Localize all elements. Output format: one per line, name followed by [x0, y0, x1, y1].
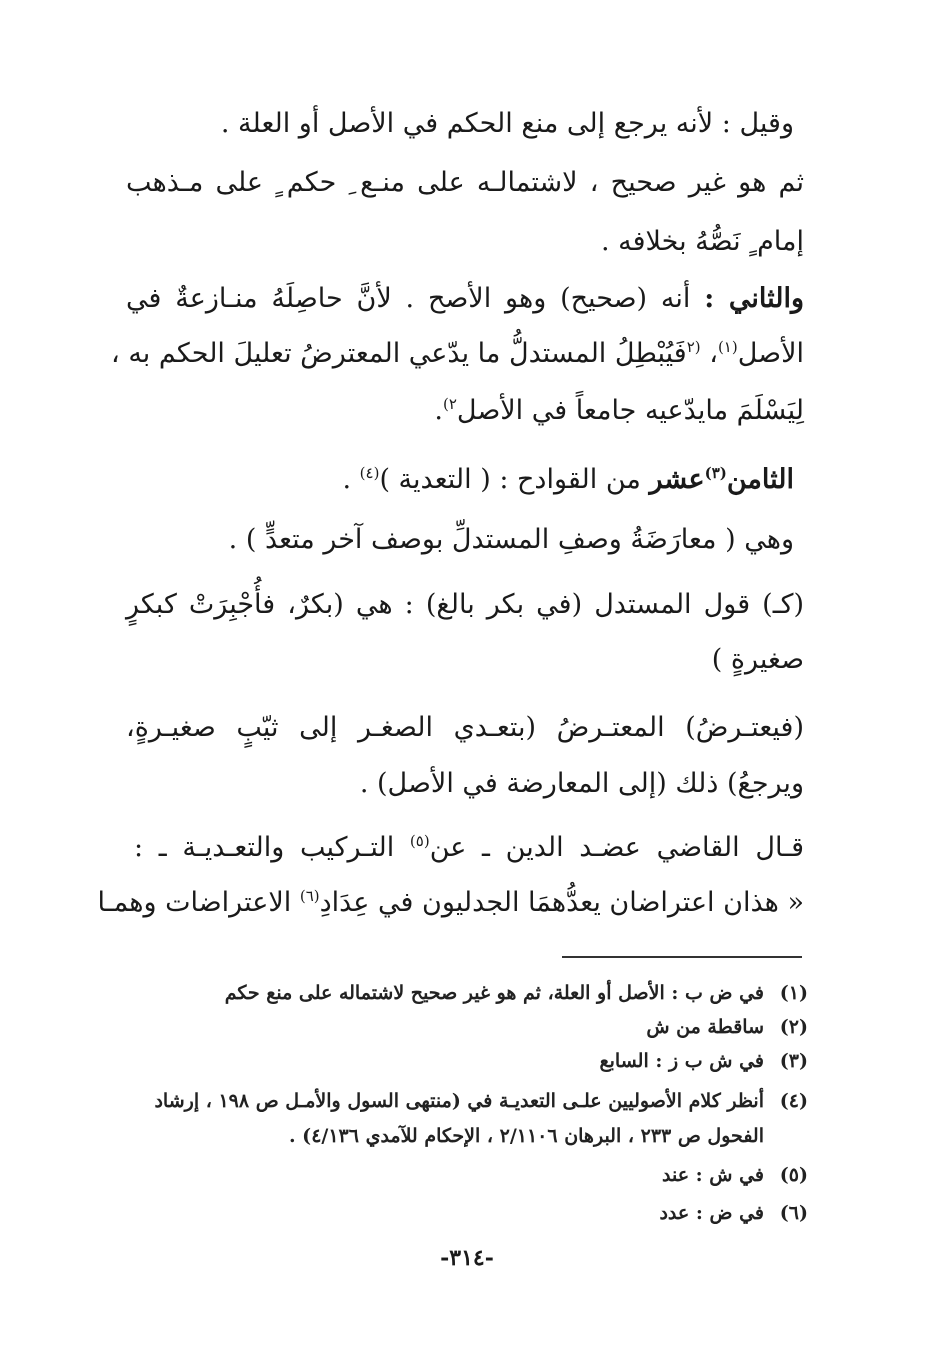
footnote-3: (٣)في ش ب ز : السابع — [599, 1050, 808, 1072]
body-line-10: صغيرةٍ ) — [711, 644, 804, 675]
footnote-ref-6: (٦) — [299, 887, 320, 905]
body-line-6: لِيَسْلَمَ مايدّعيه جامعاً في الأصل$^{٢)}$. — [434, 395, 804, 426]
body-line-11: (فيعتـرضُ) المعتـرضُ (بتعـدي الصغـر إلى ثيّبٍ صغيـرةٍ، — [126, 712, 804, 743]
term-second: والثاني : — [704, 283, 804, 314]
footnote-ref-1: (١) — [717, 338, 738, 356]
body-line-12: ويرجعُ) ذلك (إلى المعارضة في الأصل) . — [359, 768, 804, 799]
body-line-14: « هذان اعتراضان يعدُّهمَا الجدليون في عِدَادِ$^{(٦)}$ الاعتراضات وهمـا — [97, 887, 804, 918]
footnote-6: (٦)في ض : عدد — [659, 1202, 808, 1224]
page-number: -٣١٤- — [440, 1245, 494, 1271]
footnote-ref-2-open: (٢ — [686, 338, 701, 356]
footnote-ref-4: (٤) — [359, 464, 380, 482]
footnote-5: (٥)في ش : عند — [661, 1164, 808, 1186]
footnote-1: (١)في ض ب : الأصل أو العلة، ثم هو غير صحيح لاشتماله على منع حكم — [224, 982, 808, 1004]
body-line-4: والثاني : أنه (صحيح) وهو الأصح . لأنَّ حاصِلَهُ منـازعةٌ في — [126, 283, 804, 314]
body-line-3: إمام ٍ نَصُّهُ بخلافه . — [601, 226, 804, 257]
body-line-9: (كـ) قول المستدل (في بكر بالغ) : هي (بكرٌ، فأُجْبِرَتْ كبكرٍ — [126, 589, 804, 620]
footnote-ref-3: (٣) — [704, 464, 727, 482]
footnote-2: (٢)ساقطة من ش — [646, 1016, 808, 1038]
footnote-ref-2-close: ٢) — [442, 395, 457, 413]
footnote-4-cont: الفحول ص ٢٣٣ ، البرهان ٢/١١٠٦ ، الإحكام للآمدي ٤/١٣٦) . — [288, 1125, 764, 1147]
body-line-2: ثم هو غير صحيح ، لاشتمالـه على منـع ِ حكم ٍ على مـذهب — [126, 167, 804, 198]
body-line-7: الثامن$^{(٣)}$عشر من القوادح : ( التعدية )$^{(٤)}$ . — [342, 464, 794, 495]
footnote-ref-5: (٥) — [409, 832, 430, 850]
body-line-5: الأصل$^{(١)}$، $^{(٢}$فَيُبْطِلُ المستدلُّ ما يدّعي المعترضُ تعليلَ الحكم به ، — [111, 338, 804, 369]
body-line-8: وهي ( معارَضَةُ وصفِ المستدلِّ بوصف آخر متعدٍّ ) . — [228, 524, 794, 555]
section-heading-eighteenth: الثامن$^{(٣)}$عشر — [649, 464, 794, 495]
footnote-separator — [562, 956, 802, 958]
body-line-1: وقيل : لأنه يرجع إلى منع الحكم في الأصل أو العلة . — [220, 108, 794, 139]
body-line-13: قـال القاضي عضـد الدين ـ عن$^{(٥)}$ التـركيب والتعـديـة ـ : — [134, 832, 804, 863]
footnote-4: (٤)أنظر كلام الأصوليين علـى التعديـة في (منتهى السول والأمـل ص ١٩٨ ، إرشاد — [154, 1090, 808, 1112]
